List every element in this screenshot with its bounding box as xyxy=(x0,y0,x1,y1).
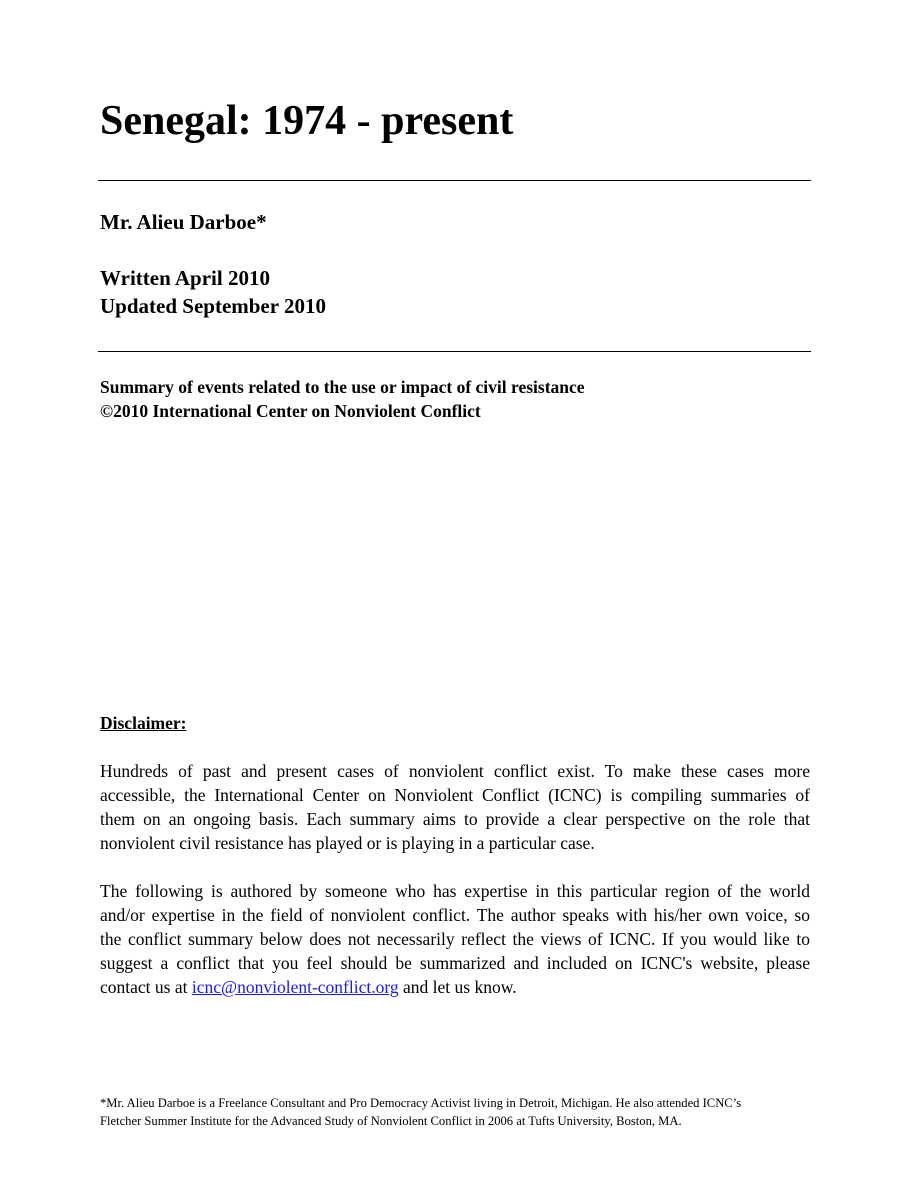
author-name: Mr. Alieu Darboe* xyxy=(100,210,267,234)
contact-prefix: contact us at xyxy=(100,977,192,997)
copyright-notice: ©2010 International Center on Nonviolent Conflict xyxy=(100,401,481,421)
paragraph-line: Hundreds of past and present cases of nonviolent conflict exist. To make these cases more xyxy=(100,761,810,781)
written-date: Written April 2010 xyxy=(100,266,270,290)
top-divider xyxy=(98,180,811,181)
paragraph-line: accessible, the International Center on Nonviolent Conflict (ICNC) is compiling summaries of xyxy=(100,785,810,805)
contact-suffix: and let us know. xyxy=(398,977,517,997)
disclaimer-heading: Disclaimer: xyxy=(100,713,187,733)
paragraph-line: The following is authored by someone who has expertise in this particular region of the world xyxy=(100,881,810,901)
middle-divider xyxy=(98,351,811,352)
disclaimer-paragraph-2 xyxy=(100,879,810,999)
footnote-line: Fletcher Summer Institute for the Advanced Study of Nonviolent Conflict in 2006 at Tufts University, Boston, MA. xyxy=(100,1114,682,1128)
paragraph-line: suggest a conflict that you feel should be summarized and included on ICNC's website, please xyxy=(100,953,810,973)
paragraph-line: them on an ongoing basis. Each summary aims to provide a clear perspective on the role that xyxy=(100,809,810,829)
author-footnote xyxy=(100,1094,810,1130)
updated-date: Updated September 2010 xyxy=(100,294,326,318)
summary-description: Summary of events related to the use or impact of civil resistance xyxy=(100,377,585,397)
paragraph-line: nonviolent civil resistance has played or is playing in a particular case. xyxy=(100,833,595,853)
document-title: Senegal: 1974 - present xyxy=(100,98,514,144)
disclaimer-paragraph-1 xyxy=(100,759,810,855)
contact-email-link[interactable]: icnc@nonviolent-conflict.org xyxy=(191,977,399,997)
paragraph-line-contact xyxy=(100,975,810,999)
footnote-line: *Mr. Alieu Darboe is a Freelance Consultant and Pro Democracy Activist living in Detroit, Michigan. He also attended ICNC’s xyxy=(100,1096,742,1110)
paragraph-line: and/or expertise in the field of nonviolent conflict. The author speaks with his/her own voice, so xyxy=(100,905,810,925)
paragraph-line: the conflict summary below does not necessarily reflect the views of ICNC. If you would like to xyxy=(100,929,810,949)
